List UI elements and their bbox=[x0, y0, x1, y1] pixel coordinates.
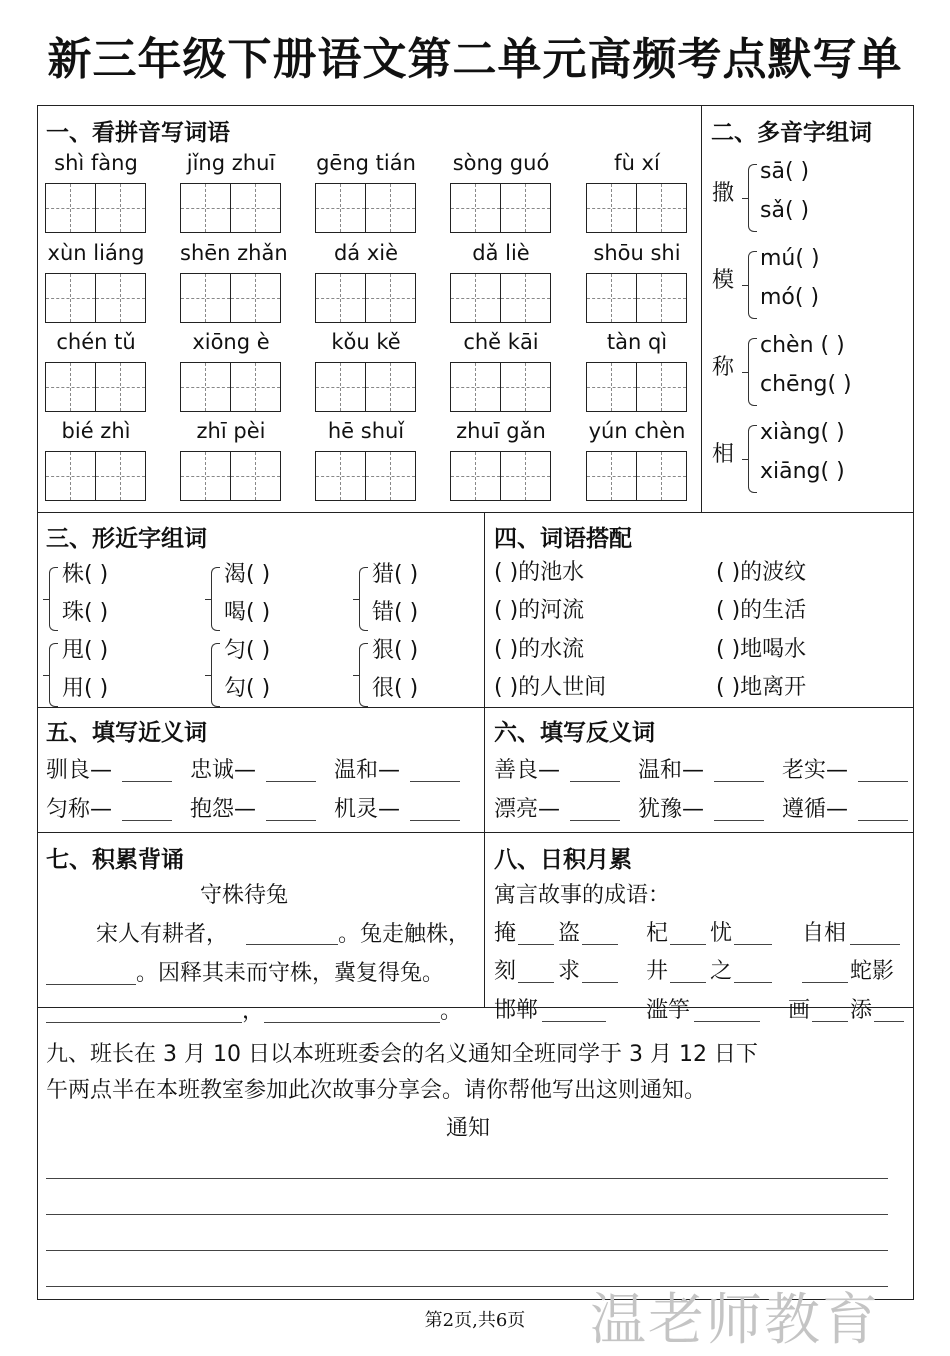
brace bbox=[49, 643, 58, 707]
word-prompt: 温和— bbox=[638, 758, 705, 783]
poem-title: 守株待兔 bbox=[200, 883, 289, 908]
answer-line[interactable] bbox=[570, 820, 620, 821]
match-phrase: ( )地离开 bbox=[716, 675, 807, 700]
word-prompt: 善良— bbox=[494, 758, 561, 783]
answer-line[interactable] bbox=[802, 982, 848, 983]
pinyin-label: chě kāi bbox=[463, 330, 539, 354]
answer-line[interactable] bbox=[874, 1021, 904, 1022]
writing-line[interactable] bbox=[46, 1250, 888, 1251]
idiom-char: 杞 bbox=[646, 921, 669, 946]
similar-char: 用( ) bbox=[62, 676, 109, 701]
divider bbox=[37, 512, 914, 513]
polyphone-reading: sā( ) bbox=[760, 159, 810, 184]
answer-line[interactable] bbox=[734, 982, 772, 983]
brace bbox=[748, 251, 757, 319]
idiom-char: 忧 bbox=[710, 921, 733, 946]
pinyin-label: dá xiè bbox=[333, 241, 399, 265]
writing-box[interactable] bbox=[45, 273, 146, 323]
word-prompt: 抱怨— bbox=[190, 797, 257, 822]
divider bbox=[484, 512, 485, 1007]
answer-line[interactable] bbox=[714, 820, 764, 821]
writing-box[interactable] bbox=[180, 451, 281, 501]
pinyin-label: sòng guó bbox=[452, 151, 550, 175]
match-phrase: ( )的水流 bbox=[494, 637, 585, 662]
answer-line[interactable] bbox=[122, 781, 172, 782]
idiom-char: 盗 bbox=[558, 921, 581, 946]
word-prompt: 遵循— bbox=[782, 797, 849, 822]
writing-line[interactable] bbox=[46, 1214, 888, 1215]
pinyin-label: xiōng è bbox=[192, 330, 270, 354]
pinyin-label: chén tǔ bbox=[56, 330, 136, 354]
page-number: 第2页,共6页 bbox=[424, 1310, 526, 1331]
match-phrase: ( )的池水 bbox=[494, 560, 585, 585]
word-prompt: 漂亮— bbox=[494, 797, 561, 822]
writing-box[interactable] bbox=[586, 362, 687, 412]
polyphone-reading: xiāng( ) bbox=[760, 459, 845, 484]
answer-line[interactable] bbox=[518, 982, 554, 983]
writing-box[interactable] bbox=[45, 362, 146, 412]
polyphone-reading: chèn ( ) bbox=[760, 333, 845, 358]
idiom-char: 掩 bbox=[494, 921, 517, 946]
polyphone-char: 模 bbox=[712, 268, 735, 293]
section-7-title: 七、积累背诵 bbox=[46, 847, 184, 873]
similar-char: 喝( ) bbox=[224, 600, 271, 625]
answer-line[interactable] bbox=[122, 820, 172, 821]
divider bbox=[701, 105, 702, 512]
pinyin-label: bié zhì bbox=[61, 419, 131, 443]
polyphone-reading: mú( ) bbox=[760, 246, 820, 271]
section-6-title: 六、填写反义词 bbox=[494, 720, 655, 746]
blank-line[interactable] bbox=[246, 944, 338, 945]
match-phrase: ( )的生活 bbox=[716, 598, 807, 623]
word-prompt: 犹豫— bbox=[638, 797, 705, 822]
polyphone-char: 相 bbox=[712, 442, 735, 467]
word-prompt: 老实— bbox=[782, 758, 849, 783]
writing-box[interactable] bbox=[315, 362, 416, 412]
brace bbox=[359, 643, 368, 707]
pinyin-label: tàn qì bbox=[606, 330, 668, 354]
brace bbox=[359, 567, 368, 631]
writing-box[interactable] bbox=[586, 451, 687, 501]
writing-box[interactable] bbox=[315, 183, 416, 233]
polyphone-reading: chēng( ) bbox=[760, 372, 852, 397]
polyphone-reading: mó( ) bbox=[760, 285, 820, 310]
blank-line[interactable] bbox=[264, 1022, 440, 1023]
word-prompt: 温和— bbox=[334, 758, 401, 783]
similar-char: 错( ) bbox=[372, 600, 419, 625]
answer-line[interactable] bbox=[812, 1021, 848, 1022]
section-8-title: 八、日积月累 bbox=[494, 847, 632, 873]
match-phrase: ( )地喝水 bbox=[716, 637, 807, 662]
answer-line[interactable] bbox=[582, 944, 618, 945]
answer-line[interactable] bbox=[266, 781, 316, 782]
word-prompt: 机灵— bbox=[334, 797, 401, 822]
answer-line[interactable] bbox=[570, 781, 620, 782]
section-9-line-1: 九、班长在 3 月 10 日以本班班委会的名义通知全班同学于 3 月 12 日下 bbox=[46, 1042, 758, 1067]
poem-line-3b: 。 bbox=[440, 999, 463, 1024]
answer-line[interactable] bbox=[858, 820, 908, 821]
answer-line[interactable] bbox=[518, 944, 554, 945]
section-2-title: 二、多音字组词 bbox=[711, 120, 872, 146]
answer-line[interactable] bbox=[542, 1021, 606, 1022]
pinyin-label: kǒu kě bbox=[331, 330, 401, 354]
match-phrase: ( )的河流 bbox=[494, 598, 585, 623]
brace bbox=[748, 425, 757, 493]
match-phrase: ( )的人世间 bbox=[494, 675, 607, 700]
pinyin-label: jǐng zhuī bbox=[186, 151, 276, 175]
similar-char: 渴( ) bbox=[224, 562, 271, 587]
idiom-char: 邯郸 bbox=[494, 998, 539, 1023]
answer-line[interactable] bbox=[266, 820, 316, 821]
poem-line-3a: ， bbox=[242, 999, 265, 1024]
match-phrase: ( )的波纹 bbox=[716, 560, 807, 585]
answer-line[interactable] bbox=[410, 781, 460, 782]
pinyin-label: yún chèn bbox=[588, 419, 686, 443]
divider bbox=[37, 707, 914, 708]
answer-line[interactable] bbox=[582, 982, 618, 983]
word-prompt: 匀称— bbox=[46, 797, 113, 822]
pinyin-label: hē shuǐ bbox=[327, 419, 405, 443]
similar-char: 猎( ) bbox=[372, 562, 419, 587]
pinyin-label: shēn zhǎn bbox=[180, 241, 288, 265]
polyphone-char: 撒 bbox=[712, 181, 735, 206]
idiom-char: 求 bbox=[558, 959, 581, 984]
idiom-char: 井 bbox=[646, 959, 669, 984]
answer-line[interactable] bbox=[670, 944, 706, 945]
brace bbox=[748, 338, 757, 406]
word-prompt: 驯良— bbox=[46, 758, 113, 783]
brace bbox=[211, 643, 220, 707]
polyphone-reading: sǎ( ) bbox=[760, 198, 810, 223]
writing-box[interactable] bbox=[180, 183, 281, 233]
pinyin-label: shōu shi bbox=[593, 241, 681, 265]
similar-char: 匀( ) bbox=[224, 638, 271, 663]
answer-line[interactable] bbox=[410, 820, 460, 821]
writing-box[interactable] bbox=[450, 183, 551, 233]
idiom-char: 添 bbox=[850, 998, 873, 1023]
writing-box[interactable] bbox=[586, 183, 687, 233]
brace bbox=[748, 164, 757, 232]
idiom-char: 滥竽 bbox=[646, 998, 691, 1023]
similar-char: 勾( ) bbox=[224, 676, 271, 701]
pinyin-label: zhī pèi bbox=[196, 419, 266, 443]
notice-heading: 通知 bbox=[446, 1116, 491, 1141]
polyphone-char: 称 bbox=[712, 355, 735, 380]
writing-box[interactable] bbox=[315, 273, 416, 323]
answer-line[interactable] bbox=[670, 982, 706, 983]
answer-line[interactable] bbox=[850, 944, 900, 945]
pinyin-label: zhuī gǎn bbox=[456, 419, 546, 443]
writing-box[interactable] bbox=[586, 273, 687, 323]
writing-box[interactable] bbox=[450, 362, 551, 412]
similar-char: 很( ) bbox=[372, 676, 419, 701]
writing-box[interactable] bbox=[450, 273, 551, 323]
blank-line[interactable] bbox=[46, 984, 136, 985]
writing-box[interactable] bbox=[315, 451, 416, 501]
answer-line[interactable] bbox=[858, 781, 908, 782]
blank-line[interactable] bbox=[46, 1022, 242, 1023]
similar-char: 株( ) bbox=[62, 562, 109, 587]
pinyin-label: gēng tián bbox=[316, 151, 416, 175]
pinyin-label: fù xí bbox=[614, 151, 660, 175]
divider bbox=[37, 832, 914, 833]
writing-box[interactable] bbox=[180, 362, 281, 412]
similar-char: 甩( ) bbox=[62, 638, 109, 663]
writing-box[interactable] bbox=[45, 451, 146, 501]
polyphone-reading: xiàng( ) bbox=[760, 420, 845, 445]
poem-line-1a: 宋人有耕者， bbox=[96, 922, 229, 947]
section-3-title: 三、形近字组词 bbox=[46, 526, 207, 552]
answer-line[interactable] bbox=[734, 944, 772, 945]
writing-box[interactable] bbox=[45, 183, 146, 233]
similar-char: 珠( ) bbox=[62, 600, 109, 625]
idiom-char: 蛇影 bbox=[850, 959, 895, 984]
idiom-char: 自相 bbox=[802, 921, 847, 946]
pinyin-label: dǎ liè bbox=[472, 241, 530, 265]
poem-line-1b: 。兔走触株， bbox=[338, 922, 471, 947]
section-1-title: 一、看拼音写词语 bbox=[46, 120, 230, 146]
section-4-title: 四、词语搭配 bbox=[494, 526, 632, 552]
writing-box[interactable] bbox=[450, 451, 551, 501]
brace bbox=[211, 567, 220, 631]
idiom-char: 之 bbox=[710, 959, 733, 984]
page-title: 新三年级下册语文第二单元高频考点默写单 bbox=[47, 34, 903, 85]
writing-line[interactable] bbox=[46, 1178, 888, 1179]
idiom-char: 画 bbox=[788, 998, 811, 1023]
answer-line[interactable] bbox=[714, 781, 764, 782]
section-9-line-2: 午两点半在本班教室参加此次故事分享会。请你帮他写出这则通知。 bbox=[46, 1078, 707, 1103]
pinyin-label: xùn liáng bbox=[47, 241, 145, 265]
word-prompt: 忠诚— bbox=[190, 758, 257, 783]
similar-char: 狠( ) bbox=[372, 638, 419, 663]
divider bbox=[37, 1007, 914, 1008]
poem-line-2: 。因释其耒而守株，冀复得兔。 bbox=[136, 961, 445, 986]
idiom-char: 刻 bbox=[494, 959, 517, 984]
answer-line[interactable] bbox=[694, 1021, 760, 1022]
brace bbox=[49, 567, 58, 631]
section-8-subtitle: 寓言故事的成语： bbox=[494, 883, 671, 908]
pinyin-label: shì fàng bbox=[54, 151, 138, 175]
writing-box[interactable] bbox=[180, 273, 281, 323]
watermark-text: 温老师教育 bbox=[590, 1288, 880, 1353]
section-5-title: 五、填写近义词 bbox=[46, 720, 207, 746]
